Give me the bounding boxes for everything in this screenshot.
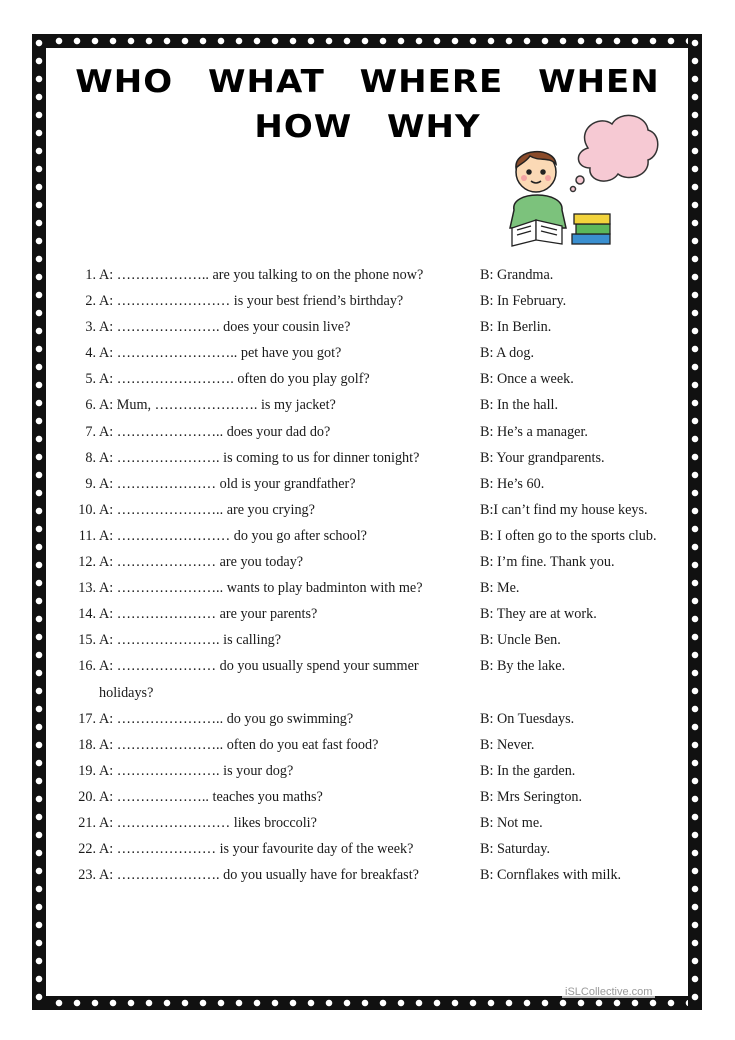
question-number: 4.	[85, 345, 96, 362]
question-number: 18.	[78, 736, 96, 753]
question-text: A: ………………… are your parents?	[99, 606, 318, 623]
answer-text: B: They are at work.	[480, 606, 597, 623]
question-number: 8.	[85, 449, 96, 466]
answer-text: B: Not me.	[480, 814, 543, 831]
book-stack-icon	[572, 214, 610, 244]
question-row	[70, 732, 690, 758]
question-number: 15.	[78, 632, 96, 649]
answer-text: B: Mrs Serington.	[480, 788, 583, 805]
question-number: 9.	[85, 475, 96, 492]
question-text: A: …………………… do you go after school?	[99, 527, 367, 544]
question-number: 7.	[85, 423, 96, 440]
question-row	[70, 706, 690, 732]
watermark-text: iSLCollective.com	[562, 986, 655, 998]
question-number: 22.	[78, 841, 96, 858]
question-text: A: …………………. is calling?	[99, 632, 282, 649]
question-row	[70, 627, 690, 653]
question-text: A: ………………… do you usually spend your summer	[99, 658, 419, 675]
question-number: 16.	[78, 658, 96, 675]
answer-text: B: Cornflakes with milk.	[480, 867, 622, 884]
question-number: 20.	[78, 788, 96, 805]
question-row	[70, 262, 690, 288]
question-row	[70, 523, 690, 549]
question-text: A: …………………… is your best friend’s birthday?	[99, 293, 404, 310]
question-row	[70, 419, 690, 445]
question-text: A: …………………. is your dog?	[99, 762, 294, 779]
answer-text: B:I can’t find my house keys.	[480, 501, 648, 518]
question-text: A: ……………….. are you talking to on the phone now?	[99, 267, 424, 283]
answer-text: B: I’m fine. Thank you.	[480, 554, 615, 571]
question-number: 14.	[78, 606, 96, 623]
question-row	[70, 758, 690, 784]
question-text: A: ……………….. teaches you maths?	[99, 788, 323, 805]
answer-text: B: Saturday.	[480, 841, 551, 858]
answer-text: B: In February.	[480, 293, 567, 310]
answer-text: B: In Berlin.	[480, 319, 552, 336]
question-number: 23.	[78, 867, 96, 884]
question-number: 17.	[78, 710, 96, 727]
question-text: A: ………………….. often do you eat fast food?	[99, 736, 379, 753]
question-row	[70, 601, 690, 627]
question-row	[70, 366, 690, 392]
question-number: 13.	[78, 580, 96, 597]
question-row	[70, 392, 690, 418]
question-text: A: ………………… old is your grandfather?	[99, 475, 356, 492]
question-row	[70, 549, 690, 575]
question-list	[70, 262, 690, 888]
question-text: A: ………………….. wants to play badminton with me?	[99, 580, 423, 597]
question-number: 10.	[78, 501, 96, 518]
page-border-right	[688, 34, 702, 1010]
question-row	[70, 340, 690, 366]
question-row	[70, 445, 690, 471]
question-text: A: ……………………. often do you play golf?	[99, 371, 370, 388]
answer-text: B: On Tuesdays.	[480, 710, 575, 727]
answer-text: B: Me.	[480, 580, 520, 597]
question-text: A: Mum, …………………. is my jacket?	[99, 397, 336, 414]
page-title-line2: HOW WHY	[254, 108, 481, 146]
boy-reading-illustration	[500, 110, 660, 250]
boy-icon	[510, 152, 566, 228]
answer-text: B: By the lake.	[480, 658, 566, 675]
question-text: A: …………………… likes broccoli?	[99, 814, 317, 831]
answer-text: B: Never.	[480, 736, 535, 753]
answer-text: B: In the garden.	[480, 762, 576, 779]
question-row	[70, 862, 690, 888]
answer-text: B: I often go to the sports club.	[480, 527, 657, 544]
question-number: 5.	[85, 371, 96, 388]
question-row	[70, 836, 690, 862]
thought-bubble-icon	[571, 115, 658, 191]
question-text: A: …………………….. pet have you got?	[99, 345, 342, 362]
question-row	[70, 680, 690, 706]
answer-text: B: He’s 60.	[480, 475, 545, 492]
question-row	[70, 810, 690, 836]
question-row	[70, 314, 690, 340]
question-row	[70, 288, 690, 314]
question-row	[70, 653, 690, 679]
question-text: A: ………………….. do you go swimming?	[99, 710, 354, 727]
question-number: 21.	[78, 814, 96, 831]
question-number: 19.	[78, 762, 96, 779]
answer-text: B: Uncle Ben.	[480, 632, 561, 649]
question-text: A: …………………. is coming to us for dinner tonight?	[99, 449, 420, 466]
page-border-top	[32, 34, 702, 48]
question-row	[70, 497, 690, 523]
question-row	[70, 575, 690, 601]
question-number: 2.	[85, 293, 96, 310]
answer-text: B: He’s a manager.	[480, 423, 588, 440]
question-number: 11.	[78, 527, 96, 544]
question-number: 3.	[85, 319, 96, 336]
question-text: A: ………………….. does your dad do?	[99, 423, 331, 440]
answer-text: B: Grandma.	[480, 267, 554, 283]
answer-text: B: A dog.	[480, 345, 535, 362]
question-number: 6.	[85, 397, 96, 414]
answer-text: B: Once a week.	[480, 371, 574, 388]
page-title-line1: WHO WHAT WHERE WHEN	[75, 63, 660, 101]
question-text: A: …………………. does your cousin live?	[99, 319, 351, 336]
question-row	[70, 471, 690, 497]
question-row	[70, 784, 690, 810]
question-text: A: ………………….. are you crying?	[99, 501, 315, 518]
answer-text: B: In the hall.	[480, 397, 559, 414]
question-text: A: ………………… are you today?	[99, 554, 304, 571]
question-text: A: …………………. do you usually have for breakfast?	[99, 867, 419, 884]
question-number: 1.	[85, 267, 96, 283]
page-border-bottom	[32, 996, 702, 1010]
question-text: A: ………………… is your favourite day of the week?	[99, 841, 414, 858]
answer-text: B: Your grandparents.	[480, 449, 605, 466]
page-border-left	[32, 34, 46, 1010]
question-number: 12.	[78, 554, 96, 571]
question-text: holidays?	[99, 684, 154, 701]
